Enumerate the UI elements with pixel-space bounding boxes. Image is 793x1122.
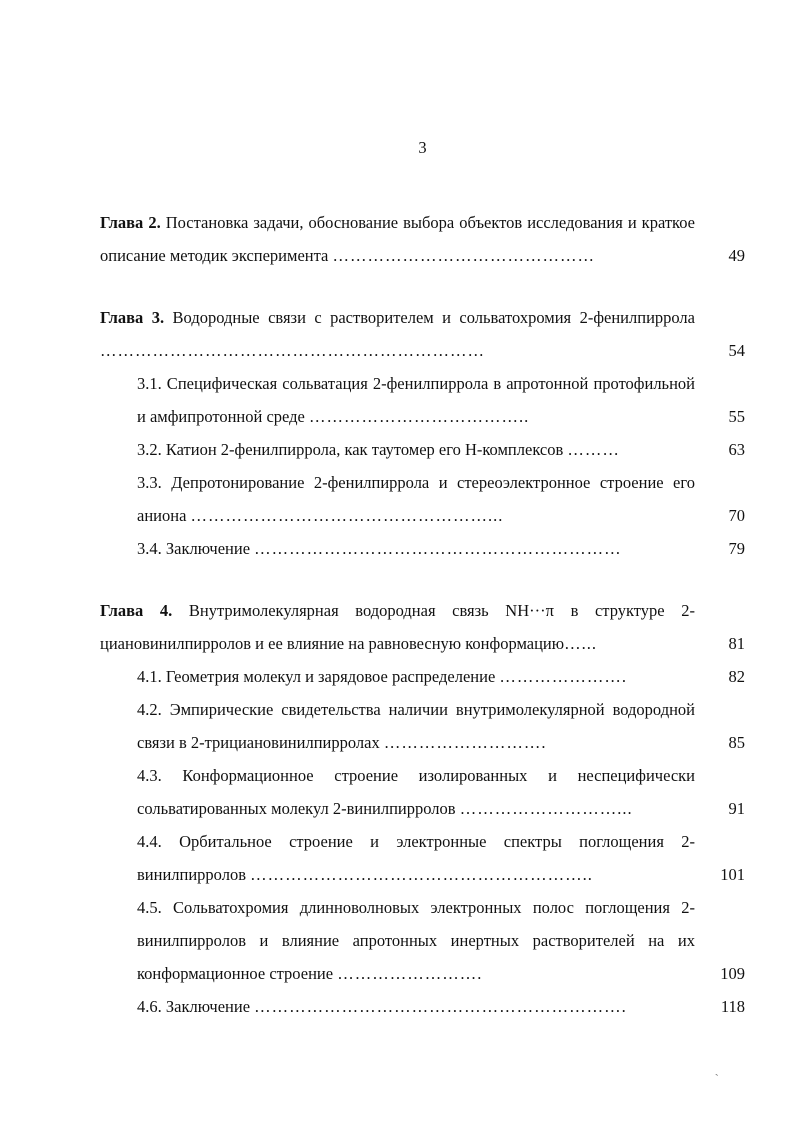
entry-page-number: 81	[728, 634, 745, 653]
dot-leader: …...	[564, 634, 597, 653]
toc-entry	[100, 660, 745, 693]
dot-leader: …………………….	[337, 964, 483, 983]
toc-entry-text	[100, 532, 695, 565]
dot-leader: ………	[567, 440, 620, 459]
toc-entry	[100, 759, 745, 825]
entry-page-number: 79	[728, 539, 745, 558]
toc-entry-text	[100, 891, 695, 990]
entry-title: 3.4. Заключение	[137, 539, 255, 558]
chapter-prefix: Глава 3.	[100, 308, 173, 327]
entry-page-number: 109	[720, 964, 745, 983]
toc-entry	[100, 594, 745, 660]
entry-title: 4.3. Конформационное строение изолированных и неспецифически сольватированных молекул 2-винилпирролов	[137, 766, 695, 818]
toc-entry-text	[100, 301, 695, 367]
toc-list	[100, 206, 745, 1023]
entry-page-number: 55	[728, 407, 745, 426]
entry-title: 4.1. Геометрия молекул и зарядовое распределение	[137, 667, 500, 686]
entry-title: 4.2. Эмпирические свидетельства наличии внутримолекулярной водородной связи в 2-трициановинилпирролах	[137, 700, 695, 752]
entry-page-number: 54	[728, 341, 745, 360]
toc-entry-text	[100, 433, 695, 466]
toc-entry-text	[100, 693, 695, 759]
toc-entry	[100, 693, 745, 759]
toc-entry	[100, 825, 745, 891]
toc-entry-text	[100, 660, 695, 693]
toc-entry-text	[100, 206, 695, 272]
toc-entry	[100, 990, 745, 1023]
entry-title: 4.6. Заключение	[137, 997, 255, 1016]
entry-title: 4.4. Орбитальное строение и электронные спектры поглощения 2-винилпирролов	[137, 832, 695, 884]
entry-title: 3.2. Катион 2-фенилпиррола, как таутомер его Н-комплексов	[137, 440, 568, 459]
entry-title: 3.1. Специфическая сольватация 2-фенилпиррола в апротонной протофильной и амфипротонной среде	[137, 374, 695, 426]
entry-title: 3.3. Депротонирование 2-фенилпиррола и стереоэлектронное строение его аниона	[137, 473, 695, 525]
dot-leader: …………………………………………………..	[250, 865, 593, 884]
entry-page-number: 49	[728, 246, 745, 265]
dot-leader: ………………………………..	[309, 407, 530, 426]
entry-page-number: 70	[728, 506, 745, 525]
toc-entry-text	[100, 367, 695, 433]
toc-entry	[100, 466, 745, 532]
toc-entry	[100, 433, 745, 466]
toc-entry	[100, 532, 745, 565]
dot-leader: ………………………...	[459, 799, 633, 818]
dot-leader: …………………………………………………………	[100, 341, 485, 360]
dot-leader: ……………………………………………………….	[254, 997, 627, 1016]
entry-page-number: 85	[728, 733, 745, 752]
toc-entry	[100, 367, 745, 433]
toc-entry-text	[100, 825, 695, 891]
toc-entry	[100, 891, 745, 990]
toc-entry-text	[100, 594, 695, 660]
dot-leader: ………………………………………………………	[254, 539, 622, 558]
toc-entry-text	[100, 759, 695, 825]
page-number: 3	[418, 138, 427, 157]
chapter-prefix: Глава 4.	[100, 601, 189, 620]
entry-page-number: 82	[728, 667, 745, 686]
toc-entry-text	[100, 990, 695, 1023]
entry-title: Водородные связи с растворителем и сольватохромия 2-фенилпиррола	[172, 308, 695, 327]
entry-page-number: 101	[720, 865, 745, 884]
dot-leader: ……………………….	[383, 733, 547, 752]
entry-title: Внутримолекулярная водородная связь NH···π в структуре 2-циановинилпирролов и ее влияние на равновесную конформацию	[100, 601, 695, 653]
entry-title: Постановка задачи, обоснование выбора объектов исследования и краткое описание методик эксперимента	[100, 213, 696, 265]
chapter-prefix: Глава 2.	[100, 213, 166, 232]
entry-page-number: 91	[728, 799, 745, 818]
toc-entry	[100, 206, 745, 272]
dot-leader: ………………….	[499, 667, 628, 686]
dot-leader: ………………………………………	[332, 246, 595, 265]
entry-page-number: 63	[728, 440, 745, 459]
toc-entry-text	[100, 466, 695, 532]
scan-artifact-mark: `	[714, 1071, 719, 1086]
entry-page-number: 118	[720, 997, 745, 1016]
dot-leader: ……………………………………………...	[190, 506, 504, 525]
entry-title: 4.5. Сольватохромия длинноволновых электронных полос поглощения 2-винилпирролов и влияние апротонных инертных растворителей на их конформационное строение	[137, 898, 695, 983]
toc-entry	[100, 301, 745, 367]
